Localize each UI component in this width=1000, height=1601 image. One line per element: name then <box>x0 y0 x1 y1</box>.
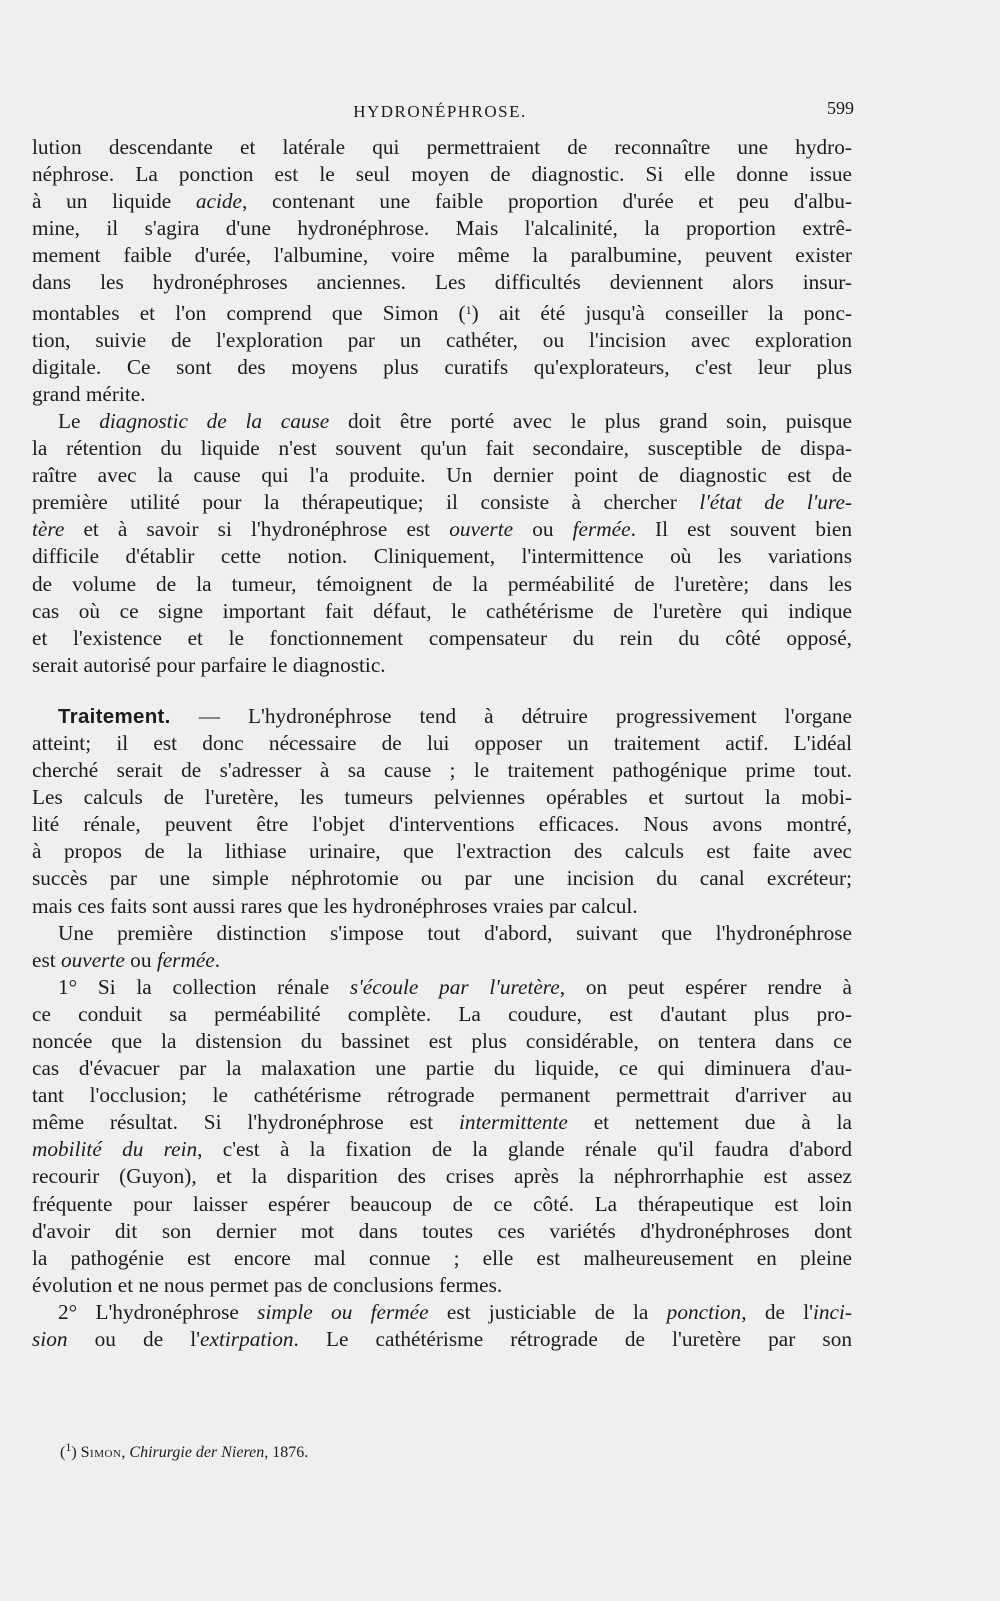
text-line: difficile d'établir cette notion. Cliniquement, l'intermittence où les variations <box>32 544 852 569</box>
text-line: est ouverte ou fermée. <box>32 947 221 972</box>
footnote-ref: 1 <box>465 302 472 317</box>
text-line: Les calculs de l'uretère, les tumeurs pelviennes opérables et surtout la mobi- <box>32 785 852 810</box>
text-line: à un liquide acide, contenant une faible proportion d'urée et peu d'albu- <box>32 189 852 214</box>
running-title: HYDRONÉPHROSE. <box>353 102 527 121</box>
text-line: raître avec la cause qui l'a produite. Un dernier point de diagnostic est de <box>32 463 852 488</box>
text-line: néphrose. La ponction est le seul moyen de diagnostic. Si elle donne issue <box>32 162 852 187</box>
body-text <box>32 134 852 1353</box>
text-line: montables et l'on comprend que Simon ($^1$) ait été jusqu'à conseiller la ponc- <box>32 300 853 325</box>
text-line: lité rénale, peuvent être l'objet d'interventions efficaces. Nous avons montré, <box>32 812 852 837</box>
text-line: tion, suivie de l'exploration par un cathéter, ou l'incision avec exploration <box>32 327 852 352</box>
text-line: d'avoir dit son dernier mot dans toutes ces variétés d'hydronéphroses dont <box>32 1218 852 1243</box>
text-line: atteint; il est donc nécessaire de lui opposer un traitement actif. L'idéal <box>32 730 852 755</box>
footnote-marker: 1 <box>65 1440 72 1454</box>
text-line: mine, il s'agira d'une hydronéphrose. Mais l'alcalinité, la proportion extrê- <box>32 216 852 241</box>
text-line: dans les hydronéphroses anciennes. Les difficultés deviennent alors insur- <box>32 270 852 295</box>
text-line: la pathogénie est encore mal connue ; elle est malheureusement en pleine <box>32 1245 852 1270</box>
text-line: sion ou de l'extirpation. Le cathétérisme rétrograde de l'uretère par son <box>32 1327 853 1352</box>
footnote-year: , 1876. <box>264 1444 309 1461</box>
text-line: mobilité du rein, c'est à la fixation de la glande rénale qu'il faudra d'abord <box>32 1137 853 1162</box>
text-line: Une première distinction s'impose tout d'abord, suivant que l'hydronéphrose <box>58 920 852 945</box>
text-line: 2° L'hydronéphrose simple ou fermée est justiciable de la ponction, de l'inci- <box>58 1299 852 1324</box>
text-line: à propos de la lithiase urinaire, que l'extraction des calculs est faite avec <box>32 839 852 864</box>
text-line: Traitement. — L'hydronéphrose tend à détruire progressivement l'organe <box>58 703 852 728</box>
text-line: tère et à savoir si l'hydronéphrose est ouverte ou fermée. Il est souvent bien <box>32 517 852 542</box>
text-line: lution descendante et latérale qui permettraient de reconnaître une hydro- <box>32 135 852 159</box>
text-line: grand mérite. <box>32 381 146 406</box>
page-header <box>30 98 854 126</box>
text-line: de volume de la tumeur, témoignent de la perméabilité de l'uretère; dans les <box>32 571 852 596</box>
footnote-title: Chirurgie der Nieren <box>129 1444 265 1461</box>
text-line: recourir (Guyon), et la disparition des crises après la néphrorrhaphie est assez <box>32 1164 852 1189</box>
text-line: et l'existence et le fonctionnement compensateur du rein du côté opposé, <box>32 625 852 650</box>
text-line: fréquente pour laisser espérer beaucoup de ce côté. La thérapeutique est loin <box>32 1191 852 1216</box>
text-line: cherché serait de s'adresser à sa cause ; le traitement pathogénique prime tout. <box>32 758 852 783</box>
footnote: ($^1$) Simon, Chirurgie der Nieren, 1876. <box>60 1440 309 1461</box>
text-line: tant l'occlusion; le cathétérisme rétrograde permanent permettrait d'arriver au <box>32 1083 852 1108</box>
text-line: 1° Si la collection rénale s'écoule par l'uretère, on peut espérer rendre à <box>58 974 852 999</box>
text-line: mais ces faits sont aussi rares que les hydronéphroses vraies par calcul. <box>32 893 638 918</box>
section-heading: Traitement. <box>58 704 171 728</box>
text-line: cas d'évacuer par la malaxation une partie du liquide, ce qui diminuera d'au- <box>32 1056 852 1081</box>
text-line: première utilité pour la thérapeutique; il consiste à chercher l'état de l'ure- <box>32 490 852 515</box>
text-line: digitale. Ce sont des moyens plus curatifs qu'explorateurs, c'est leur plus <box>32 354 852 379</box>
paragraph-diagnostic-cause <box>32 408 852 679</box>
text-line: serait autorisé pour parfaire le diagnostic. <box>32 652 386 677</box>
paragraph-point-2 <box>32 1299 852 1353</box>
section-gap <box>32 679 852 703</box>
paragraph-point-1 <box>32 974 852 1299</box>
text-line: évolution et ne nous permet pas de conclusions fermes. <box>32 1272 503 1297</box>
paragraph-diagnostic-ponction <box>32 134 852 408</box>
text-line: noncée que la distension du bassinet est plus considérable, on tentera dans ce <box>32 1029 852 1053</box>
text-line: mement faible d'urée, l'albumine, voire même la paralbumine, peuvent exister <box>32 243 852 268</box>
paragraph-distinction <box>32 920 852 974</box>
text-line: Le diagnostic de la cause doit être porté avec le plus grand soin, puisque <box>58 408 852 433</box>
text-line: ce conduit sa perméabilité complète. La coudure, est d'autant plus pro- <box>32 1001 852 1026</box>
text-line: cas où ce signe important fait défaut, le cathétérisme de l'uretère qui indique <box>32 598 852 623</box>
paragraph-traitement <box>32 703 852 920</box>
text-line: même résultat. Si l'hydronéphrose est intermittente et nettement due à la <box>32 1110 852 1135</box>
page-number: 599 <box>827 98 854 118</box>
text-line: la rétention du liquide n'est souvent qu'un fait secondaire, susceptible de dispa- <box>32 436 852 461</box>
footnote-author: Simon <box>80 1444 122 1461</box>
text-line: succès par une simple néphrotomie ou par une incision du canal excréteur; <box>32 866 852 891</box>
